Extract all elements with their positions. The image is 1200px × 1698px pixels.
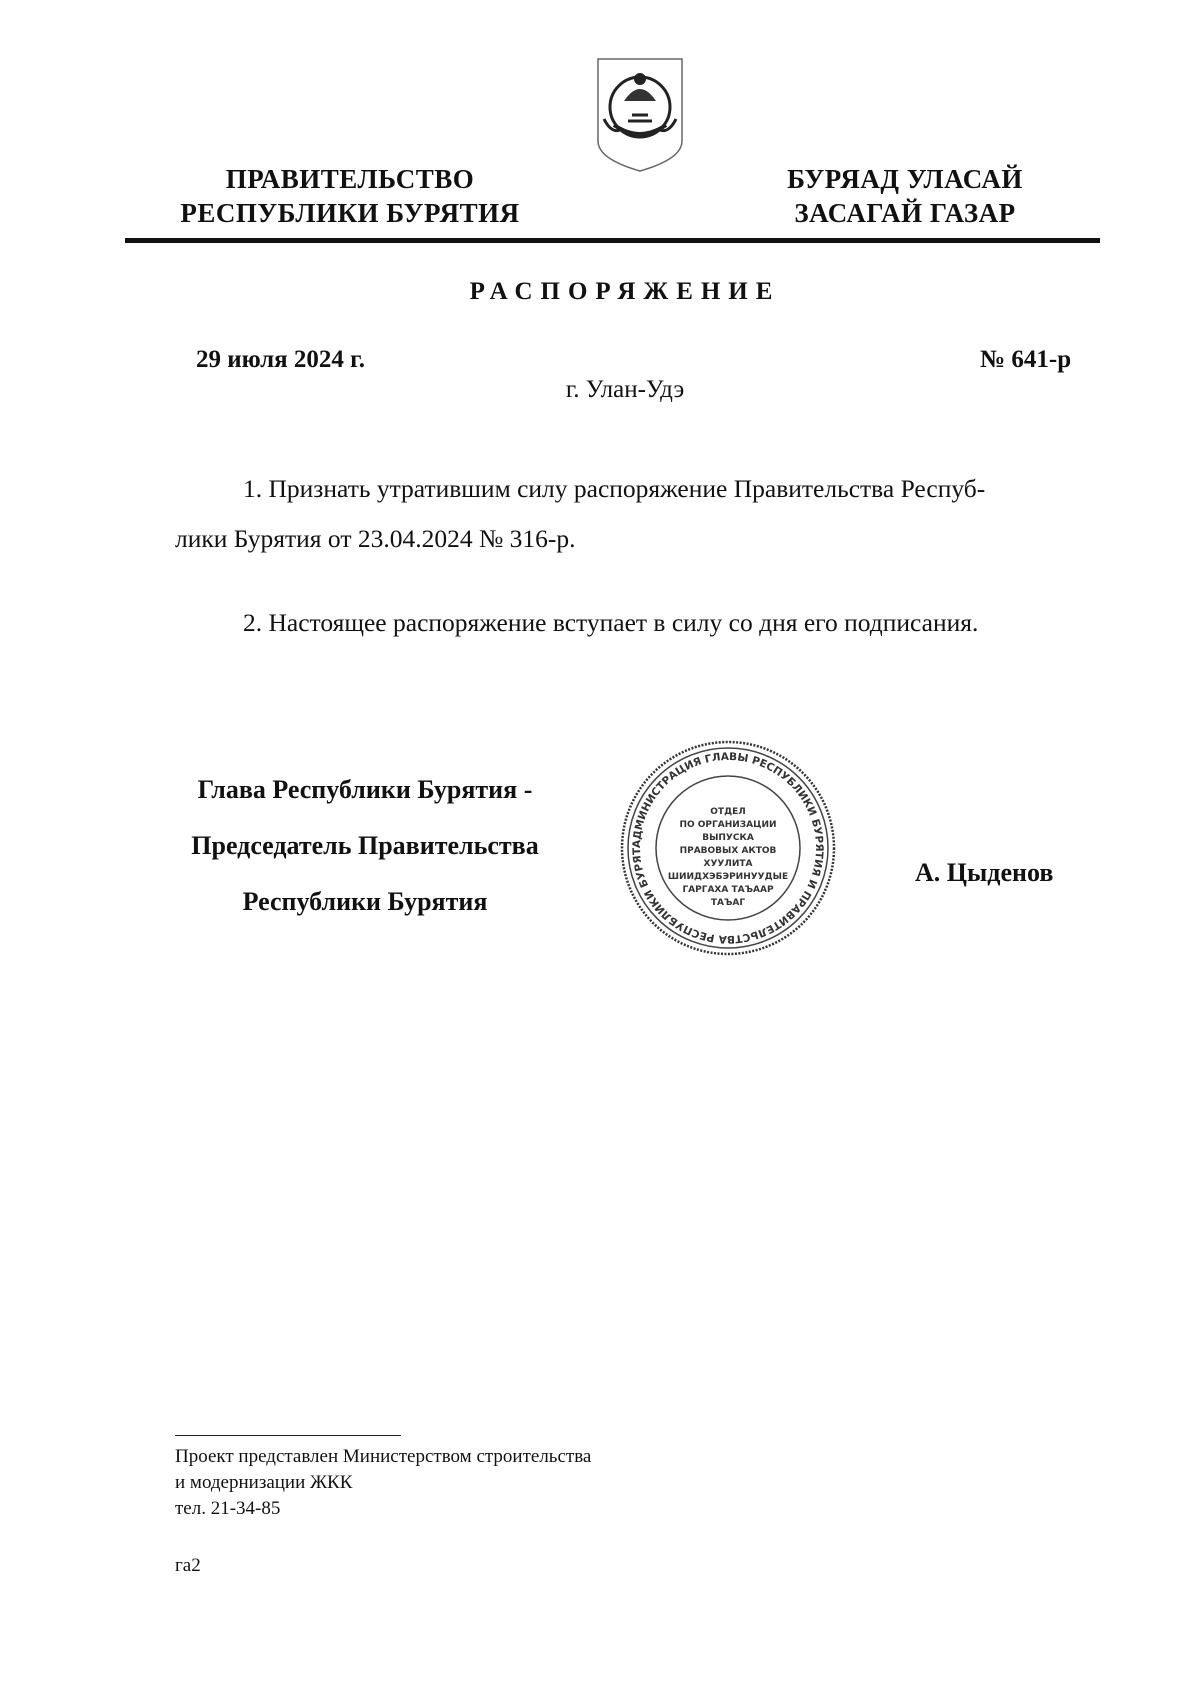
official-stamp — [618, 738, 838, 958]
footer-divider — [175, 1435, 401, 1436]
document-code: га2 — [175, 1555, 201, 1576]
paragraph-1 — [175, 464, 1083, 564]
footer-line1: Проект представлен Министерством строительства — [175, 1446, 592, 1467]
footer-note — [175, 1444, 591, 1522]
stamp-outer-text: АДМИНИСТРАЦИЯ ГЛАВЫ РЕСПУБЛИКИ БУРЯТИЯ И ПРАВИТЕЛЬСТВА РЕСПУБЛИКИ БУРЯТ — [630, 750, 826, 946]
signatory-name: А. Цыденов — [915, 858, 1054, 887]
stamp-inner-line: ВЫПУСКА — [702, 833, 754, 843]
footer-phone: тел. 21-34-85 — [175, 1498, 281, 1519]
stamp-inner-line: ХУУЛИТА — [703, 859, 753, 869]
paragraph-1-line1: 1. Признать утратившим силу распоряжение Правительства Респуб- — [243, 474, 986, 503]
stamp-inner-line: ГАРГАХА ТАЪААР — [682, 885, 774, 895]
stamp-inner-line: ПО ОРГАНИЗАЦИИ — [679, 820, 777, 830]
header-left-line1: ПРАВИТЕЛЬСТВО — [225, 164, 475, 194]
signatory-title — [170, 762, 560, 930]
header-left-line2: РЕСПУБЛИКИ БУРЯТИЯ — [180, 198, 520, 228]
stamp-inner-line: ТАЪАГ — [710, 898, 746, 908]
stamp-inner-line: ПРАВОВЫХ АКТОВ — [679, 846, 777, 856]
header-right — [730, 162, 1080, 230]
footer-line2: и модернизации ЖКК — [175, 1472, 353, 1493]
stamp-inner-line: ШИИДХЭБЭРИНУУДЫЕ — [667, 872, 789, 882]
document-date: 29 июля 2024 г. — [196, 346, 365, 373]
signatory-title-line3: Республики Бурятия — [242, 887, 488, 916]
paragraph-2: 2. Настоящее распоряжение вступает в силу со дня его подписания. — [243, 608, 979, 637]
coat-of-arms-icon — [594, 55, 686, 175]
header-divider — [125, 238, 1100, 243]
signatory-title-line1: Глава Республики Бурятия - — [197, 775, 533, 804]
signatory-title-line2: Председатель Правительства — [191, 831, 539, 860]
header-right-line1: БУРЯАД УЛАСАЙ — [787, 164, 1023, 194]
document-city: г. Улан-Удэ — [565, 376, 685, 403]
header-left — [160, 162, 540, 230]
document-number: № 641-р — [980, 346, 1072, 373]
paragraph-1-line2: лики Бурятия от 23.04.2024 № 316-р. — [175, 524, 576, 553]
document-type: РАСПОРЯЖЕНИЕ — [469, 278, 781, 305]
stamp-inner-line: ОТДЕЛ — [710, 807, 746, 817]
header-right-line2: ЗАСАГАЙ ГАЗАР — [794, 198, 1016, 228]
